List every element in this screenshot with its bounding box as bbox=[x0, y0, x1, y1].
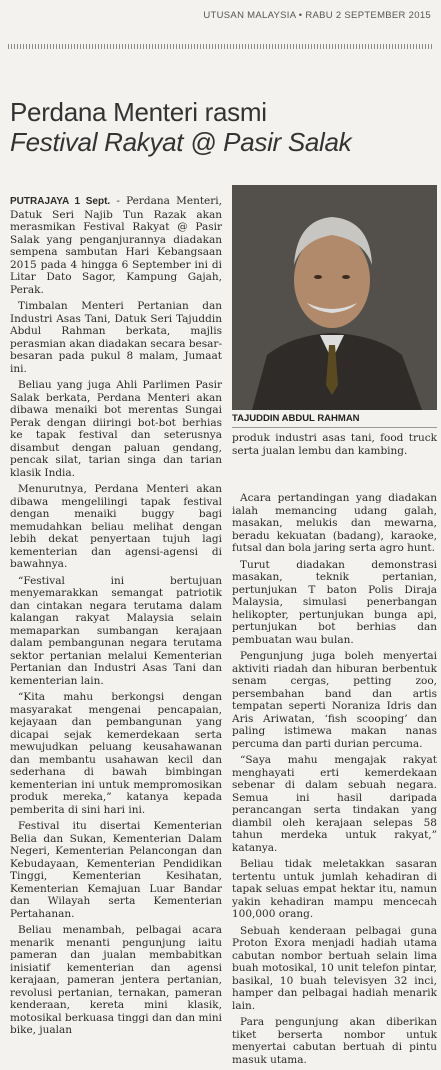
article-left-column bbox=[10, 195, 222, 1041]
headline-line1: Perdana Menteri rasmi bbox=[10, 97, 267, 127]
article-paragraph: “Festival ini bertujuan menyemarakkan semangat patriotik dan cintakan negara terutama dalam kalangan rakyat Malaysia selain memaparkan sumbangan kerajaan dalam pembangunan negara terutama sektor pertanian melalui Kementerian Pertanian dan Industri Asas Tani dan kementerian lain. bbox=[10, 574, 222, 687]
header-rule bbox=[8, 44, 433, 49]
article-right-continuation bbox=[232, 432, 437, 461]
article-paragraph: Beliau yang juga Ahli Parlimen Pasir Salak berkata, Perdana Menteri akan dibawa menaiki bot merentas Sungai Perak dengan diiringi bot-bot berhias ke tapak festival dan seterusnya disambut dengan paluan gendang, pencak silat, tarian singa dan tarian klasik India. bbox=[10, 379, 222, 479]
article-paragraph: “Kita mahu berkongsi dengan masyarakat mengenai pencapaian, kejayaan dan pembangunan yang dicapai sejak kemerdekaan serta mewujudkan peluang keusahawanan dan membantu usahawan kecil dan sederhana di bawah bimbingan kementerian ini untuk mempromosikan produk mereka,” katanya kepada pemberita di sini hari ini. bbox=[10, 691, 222, 816]
article-paragraph: Festival itu disertai Kementerian Belia dan Sukan, Kementerian Dalam Negeri, Kementerian Pelancongan dan Kebudayaan, Kementerian Pendidikan Tinggi, Kementerian Kesihatan, Kementerian Kemajuan Luar Bandar dan Wilayah serta Kementerian Pertahanan. bbox=[10, 820, 222, 920]
headline bbox=[10, 97, 351, 157]
article-paragraph: Beliau tidak meletakkan sasaran tertentu untuk jumlah kehadiran di tapak seluas empat hektar itu, namun yakin kehadiran mampu mencecah 100,000 orang. bbox=[232, 858, 437, 920]
article-paragraph: Sebuah kenderaan pelbagai guna Proton Exora menjadi hadiah utama cabutan nombor bertuah selain lima buah motosikal, 10 unit telefon pintar, basikal, 10 buah televisyen 32 inci, hamper dan pelbagai hadiah menarik lain. bbox=[232, 924, 437, 1012]
article-paragraph: Para pengunjung akan diberikan tiket berserta nombor untuk menyertai cabutan bertuah di pintu masuk utama. bbox=[232, 1016, 437, 1066]
portrait-photo bbox=[232, 185, 437, 410]
article-paragraph: Acara pertandingan yang diadakan ialah memancing udang galah, masakan, melukis dan mewarna, beradu kekuatan (badang), karaoke, futsal dan bola jaring serta agro hunt. bbox=[232, 492, 437, 554]
article-paragraph: Menurutnya, Perdana Menteri akan dibawa mengelilingi tapak festival dengan menaiki buggy bagi memudahkan beliau melihat dengan lebih dekat penyertaan tujuh lagi kementerian dan agensi-agensi di bawahnya. bbox=[10, 483, 222, 570]
article-paragraph: Timbalan Menteri Pertanian dan Industri Asas Tani, Datuk Seri Tajuddin Abdul Rahman berkata, majlis perasmian akan diadakan secara besar-besaran pada pukul 8 malam, Jumaat ini. bbox=[10, 300, 222, 375]
article-paragraph: Pengunjung juga boleh menyertai aktiviti riadah dan hiburan berbentuk senam cergas, petting zoo, persembahan band dan artis tempatan seperti Noraniza Idris dan Aris Ariwatan, ‘fish scooping’ dan paling istimewa makan nanas percuma dan parti durian percuma. bbox=[232, 650, 437, 750]
caption-divider bbox=[232, 427, 437, 428]
article-paragraph: “Saya mahu mengajak rakyat menghayati erti kemerdekaan sebenar di dalam sebuah negara. Semua ini hasil daripada perancangan serta tindakan yang diambil oleh kerajaan selepas 58 tahun merdeka untuk rakyat,” katanya. bbox=[232, 754, 437, 854]
article-paragraph: PUTRAJAYA 1 Sept. - Perdana Menteri, Datuk Seri Najib Tun Razak akan merasmikan Festival Rakyat @ Pasir Salak yang penganjurannya diadakan sempena sambutan Hari Kebangsaan 2015 pada 4 hingga 6 September ini di Litar Dato Sagor, Kampung Gajah, Perak. bbox=[10, 195, 222, 296]
dateline: PUTRAJAYA 1 Sept. bbox=[10, 196, 111, 207]
headline-line2: Festival Rakyat @ Pasir Salak bbox=[10, 127, 352, 157]
photo-caption: TAJUDDIN ABDUL RAHMAN bbox=[232, 413, 360, 424]
article-paragraph: produk industri asas tani, food truck serta jualan lembu dan kambing. bbox=[232, 432, 437, 457]
article-paragraph: Turut diadakan demonstrasi masakan, teknik pertanian, pertunjukan T baton Polis Diraja Malaysia, simulasi penerbangan helikopter, pertunjukan bunga api, pertunjukan bot berhias dan pembuatan wau bulan. bbox=[232, 558, 437, 646]
page-header: UTUSAN MALAYSIA • RABU 2 SEPTEMBER 2015 bbox=[203, 10, 431, 21]
article-right-column bbox=[232, 492, 437, 1070]
article-paragraph: Beliau menambah, pelbagai acara menarik menanti pengunjung iaitu pameran dan jualan membabitkan inisiatif kementerian dan agensi kerajaan, pameran jentera pertanian, revolusi pertanian, ternakan, pameran kenderaan, kereta mini klasik, motosikal berkuasa tinggi dan dan mini bike, jualan bbox=[10, 924, 222, 1036]
